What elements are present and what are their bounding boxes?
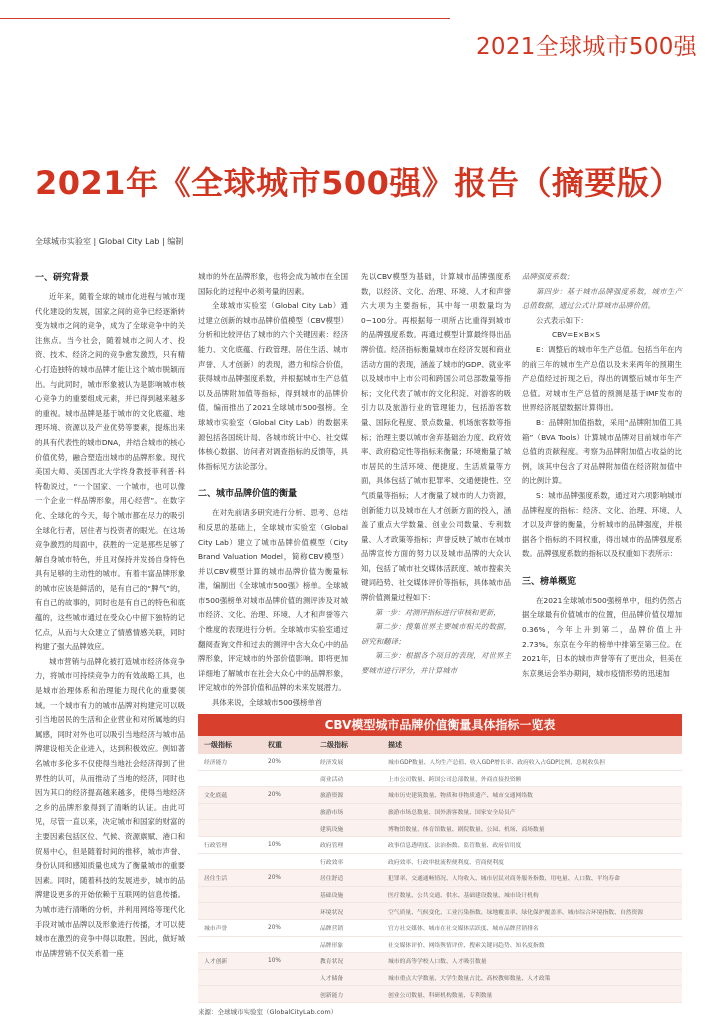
description-cell: 上市公司数量、跨国公司总部数量、外商直接投资额 bbox=[382, 770, 682, 787]
level2-cell: 创新能力 bbox=[314, 986, 382, 1003]
paragraph: 公式表示如下： bbox=[536, 315, 588, 325]
level1-cell: 行政管理 bbox=[198, 836, 262, 853]
level2-cell: 教育状况 bbox=[314, 953, 382, 970]
level2-cell: 基础设施 bbox=[314, 886, 382, 903]
table-header-cell: 一级指标 bbox=[198, 736, 262, 754]
paragraph: 近年来，随着全球的城市化进程与城市现代化建设的发展，国家之间的竞争已经逐渐转变为城市之间的竞争，成为了全球竞争中的关注焦点。当今社会，随着城市之间人才、投资、技术、经济之间的竞争愈发激烈，只有精心打造独特的城市品牌才能让这个城市脱颖而出。与此同时，城市形象被认为是影响城市核心竞争力的重要组成元素，并已得到越来越多的重视。城市品牌是基于城市的文化底蕴、地理环境、资源以及产业优势等要素，提炼出来的具有代表性的城市DNA，并结合城市的核心价值优势，融合塑造出城市的品牌形象。现代美国大师、美国西北大学终身教授菲利普·科特勒说过，“一个国家、一个城市，也可以像一个企业一样品牌形象，用心经营”。在数字化、全球化的今天，每个城市都在尽力的吸引全球化行者，居住者与投资者的眼光。在这场竞争激烈的局面中，获胜的一定是那些足够了解自身城市特色，并且对保持并发扬自身特色具有足够的主动性的城市。有着丰富品牌形象的城市应该是鲜活的，是有自己的“脾气”的，有自己的故事的，同时也是有自己的特色和底蕴的，这些城市通过在受众心中留下独特的记忆点，从而与大众建立了情感情感关联，同时构建了强大品牌效应。 bbox=[35, 292, 185, 652]
level2-cell: 经济发展 bbox=[314, 754, 382, 770]
level2-cell: 建筑设施 bbox=[314, 820, 382, 837]
table-row bbox=[198, 870, 682, 887]
paragraph: 城市营销与品牌化被打造城市经济体竞争力，将城市可持续竞争力的有效战略工具，也是城市治理体系和治理能力现代化的重要领域。一个城市有力的城市品牌对构建完可以吸引当地居民的生活和企业营业和对所属地的归属感，同时对外也可以吸引当地经济与城市品牌建设相关企业进入，达到积极效应。例如著名城市多伦多不仅使得当地社会经济得到了世界性的认可，从而推动了当地的经济，同时也因为其口的经济提高越来越多，使得当地经济之乡的品牌形象得到了清晰的认证。由此可见，尽管一直以来，决定城市和国家的财富的主要因素包括区位、气候、资源禀赋、港口和贸易中心，但是随着时间的推移，城市声誉、身份认同和感知质量也成为了衡量城市的重要因素。同时，随着科技的发展进步，城市的品牌建设更多的开始依赖于互联网的信息传播。为城市进行清晰的分析，并利用网络等现代化手段对城市品牌以及形象进行传播，才可以使城市在激烈的竞争中得以取胜。因此，做好城市品牌营销不仅关系着一座 bbox=[35, 656, 185, 958]
table-row bbox=[198, 886, 682, 903]
table-row bbox=[198, 770, 682, 787]
description-cell: 城市GDP数量、人均生产总值、收入GDP增长率、政府收入占GDP比例、总税收负担 bbox=[382, 754, 682, 770]
weight-cell bbox=[262, 986, 314, 1003]
level1-cell bbox=[198, 969, 262, 986]
table-header-cell: 二级指标 bbox=[314, 736, 382, 754]
table-row bbox=[198, 820, 682, 837]
paragraph: 全球城市实验室（Global City Lab）通过建立创新的城市品牌价值模型（CBV模型）分析和比较评估了城市的六个关键因素：经济能力、文化底蕴、行政管理、居住生活、城市声誉、人才创新）的表现，潜力和综合价值，获得城市品牌强度系数，并根据城市生产总值以及品牌附加值等指标，得到城市的品牌价值，编而推出了2021全球城市500强榜。全球城市实验室（Global City Lab）的数据来源包括各国统计局、各城市统计中心、社交媒体核心数据、访问者对调查指标的反馈等，具体指标见方法论部分。 bbox=[198, 301, 348, 471]
level2-cell: 旅游资源 bbox=[314, 787, 382, 804]
description-cell: 城市重点大学数量、大学生数量占比、高校教师数量、人才政策 bbox=[382, 969, 682, 986]
paragraph: 第二步：搜集世界主要城市相关的数据，研究和翻译； bbox=[361, 622, 511, 646]
table-row bbox=[198, 953, 682, 970]
paragraph: E：调整后的城市年生产总值。包括当年在内的前三年的城市生产总值以及未来两年的预期生产总值经过折现之后，得出的调整后城市年生产总值。对城市生产总值的预测是基于IMF发布的世界经济展望数据计算得出。 bbox=[522, 344, 682, 413]
level2-cell: 旅游市场 bbox=[314, 803, 382, 820]
description-cell: 城市历史建筑数量、物质和非物质遗产、城市交通网络数 bbox=[382, 787, 682, 804]
level1-cell bbox=[198, 853, 262, 870]
level2-cell: 居住舒适 bbox=[314, 870, 382, 887]
paragraph: B：品牌附加值指数，采用“品牌附加值工具箱”（BVA Tools）计算城市品牌对目前城市年产总值的贡献程度。考察为品牌附加值占收益的比例，该其中包含了对品牌附加值在经济附加值中的比例计算。 bbox=[522, 417, 682, 486]
level1-cell bbox=[198, 886, 262, 903]
description-cell: 博物馆数量、体育馆数量、剧院数量、公园、机场、商场数量 bbox=[382, 820, 682, 837]
text-column-4 bbox=[522, 270, 682, 678]
level2-cell: 人才储备 bbox=[314, 969, 382, 986]
paragraph: 在对先前诸多研究进行分析、思考、总结和反思的基础上，全球城市实验室（Global City Lab）建立了城市品牌价值模型（City Brand Valuation Model，简称CBV模型）并以CBV模型计算的城市品牌价值为衡量标准，编制出《全球城市500强》榜单。全球城市500强榜单对城市品牌价值的测评涉及对城市经济、文化、治理、环境、人才和声誉等六个维度的表现进行分析。全球城市实验室通过翻阅查询文件和过去的测评中含大众心中的品牌形象，评定城市的外部价值影响。即将更加详细地了解城市在社会大众心中的品牌形象，评定城市的外部价值和品牌的未来发展潜力。 bbox=[198, 508, 348, 693]
level2-cell: 行政效率 bbox=[314, 853, 382, 870]
description-cell: 医疗数量、公共交通、供水、基础建设数量、城市设计机构 bbox=[382, 886, 682, 903]
table-row bbox=[198, 836, 682, 853]
paragraph: 第一步：对测评指标进行审核和更新， bbox=[375, 607, 501, 617]
table-header-cell: 权重 bbox=[262, 736, 314, 754]
running-title: 2021全球城市500强 bbox=[475, 34, 697, 60]
paragraph: 品牌强度系数； bbox=[522, 272, 574, 281]
weight-cell bbox=[262, 770, 314, 787]
table-row bbox=[198, 903, 682, 920]
level1-cell: 居住生活 bbox=[198, 870, 262, 887]
section-heading: 三、榜单概览 bbox=[522, 576, 577, 587]
table-body bbox=[198, 754, 682, 1002]
paragraph: 在2021全球城市500强榜单中，纽约仍然占据全球最有价值城市的位置，但品牌价值仅增加0.36%，今年上升到第二，品牌价值上升2.73%。东京在今年的榜单中排第至第三位。在2021年，日本的城市声誉等有了更出众，但美在东京奥运会举办期间，城市疫情形势的迅速加 bbox=[522, 595, 682, 678]
level1-cell bbox=[198, 903, 262, 920]
level2-cell: 品牌营销 bbox=[314, 919, 382, 936]
weight-cell bbox=[262, 820, 314, 837]
weight-cell bbox=[262, 886, 314, 903]
description-cell: 政府效率、行政审批流程便利度、营商便利度 bbox=[382, 853, 682, 870]
description-cell: 空气质量、气候变化、工业污染指数、绿地覆盖率、绿化保护覆盖率、城市综合环境指数、自然资源 bbox=[382, 903, 682, 920]
table-title: CBV模型城市品牌价值衡量具体指标一览表 bbox=[198, 714, 682, 736]
level2-cell: 商业活动 bbox=[314, 770, 382, 787]
level1-cell bbox=[198, 770, 262, 787]
table-row bbox=[198, 986, 682, 1003]
text-column-3 bbox=[361, 270, 511, 678]
weight-cell: 20% bbox=[262, 754, 314, 770]
page-title: 2021年《全球城市500强》报告（摘要版） bbox=[35, 164, 682, 202]
table-header-cell: 描述 bbox=[382, 736, 682, 754]
weight-cell: 10% bbox=[262, 953, 314, 970]
text-column-2 bbox=[198, 270, 348, 708]
weight-cell bbox=[262, 803, 314, 820]
paragraph: S：城市品牌强度系数，通过对六项影响城市品牌程度的指标：经济、文化、治理、环境、人才以及声誉的衡量，分析城市的品牌强度，并根据各个指标的不同权重，得出城市的品牌强度系数。品牌强度系数的指标以及权重如下表所示： bbox=[522, 490, 682, 559]
level1-cell: 文化底蕴 bbox=[198, 787, 262, 804]
weight-cell bbox=[262, 903, 314, 920]
level2-cell: 政府管理 bbox=[314, 836, 382, 853]
header-rule bbox=[0, 18, 450, 57]
weight-cell: 20% bbox=[262, 919, 314, 936]
description-cell: 政事信息透明度、法治指数、监管数量、政府信用度 bbox=[382, 836, 682, 853]
level1-cell bbox=[198, 936, 262, 953]
level1-cell bbox=[198, 986, 262, 1003]
cbv-indicator-table-panel bbox=[198, 714, 682, 1016]
weight-cell: 10% bbox=[262, 836, 314, 853]
cbv-indicator-table bbox=[198, 736, 682, 1003]
table-row bbox=[198, 919, 682, 936]
table-row bbox=[198, 969, 682, 986]
description-cell: 旅游市场总数量、国外游客数量、国家安全局员产 bbox=[382, 803, 682, 820]
description-cell: 城市的高等学校人口数、人才吸引数量 bbox=[382, 953, 682, 970]
paragraph: 城市的外在品牌形象，也将会成为城市在全国国际化的过程中必须考量的因素。 bbox=[198, 272, 348, 296]
table-header-row bbox=[198, 736, 682, 754]
table-row bbox=[198, 787, 682, 804]
table-row bbox=[198, 853, 682, 870]
level1-cell: 城市声誉 bbox=[198, 919, 262, 936]
description-cell: 官方社交媒体、城市在社交媒体活跃度、城市品牌营销排名 bbox=[382, 919, 682, 936]
level2-cell: 环境状况 bbox=[314, 903, 382, 920]
paragraph: 第四步：基于城市品牌强度系数，城市生产总值数据，通过公式计算城市品牌价值。 bbox=[522, 286, 682, 311]
table-source: 来源：全球城市实验室（GlobalCityLab.com） bbox=[198, 1007, 338, 1016]
paragraph: 具体来说，全球城市500强榜单首 bbox=[212, 698, 323, 708]
paragraph: 先以CBV模型为基础，计算城市品牌强度系数，以经济、文化、治理、环境、人才和声誉六大项为主要指标，其中每一项数量均为0~100分。再根据每一项所占比重得到城市的品牌强度系数。再通过模型计算最终得出品牌价值。经济指标衡量城市在经济发展和商业活动方面的表现，涵盖了城市的GDP、就业率以及城市中上市公司和跨国公司总部数量等指标；文化代表了城市的文化积淀、对游客的吸引力以及旅游行业的管理能力，包括游客数量、国际化程度、景点数量、机场旅客数等指标；治理主要以城市舍弃基础治力度、政府效率、政府稳定性等指标来衡量；环境衡量了城市居民的生活环境、便捷度、生活质量等方面，具体包括了城市犯罪率、交通便捷性、空气质量等指标；人才衡量了城市的人力资源，创新能力以及城市在人才创新方面的投入，涵盖了重点大学数量、创业公司数量、专利数量、人才政策等指标；声誉反映了城市在城市品牌宣传方面的努力以及城市品牌的大众认知，包括了城市社交媒体活跃度、城市搜索关键词趋势、社交媒体评价等指标，具体城市品牌价值测量过程如下： bbox=[361, 272, 511, 603]
level1-cell: 人才创新 bbox=[198, 953, 262, 970]
weight-cell bbox=[262, 853, 314, 870]
weight-cell: 20% bbox=[262, 787, 314, 804]
level2-cell: 品牌形象 bbox=[314, 936, 382, 953]
text-column-1 bbox=[35, 270, 185, 1010]
table-row bbox=[198, 936, 682, 953]
section-heading: 二、城市品牌价值的衡量 bbox=[198, 489, 298, 500]
weight-cell bbox=[262, 936, 314, 953]
description-cell: 创业公司数量、科研机构数量、专利数量 bbox=[382, 986, 682, 1003]
section-heading: 一、研究背景 bbox=[35, 273, 90, 283]
byline: 全球城市实验室 | Global City Lab | 编制 bbox=[35, 237, 184, 246]
level1-cell bbox=[198, 820, 262, 837]
table-row bbox=[198, 754, 682, 770]
table-row bbox=[198, 803, 682, 820]
level1-cell: 经济能力 bbox=[198, 754, 262, 770]
description-cell: 犯罪率、交通通畅情况、人均收入、城市居民对商务服务指数、用电量、人口数、平均寿命 bbox=[382, 870, 682, 887]
formula-text: CBV=E×B×S bbox=[552, 330, 601, 340]
weight-cell bbox=[262, 969, 314, 986]
weight-cell: 20% bbox=[262, 870, 314, 887]
level1-cell bbox=[198, 803, 262, 820]
description-cell: 社交媒体评价、网络舆情评价、搜索关键词趋势、知名度指数 bbox=[382, 936, 682, 953]
paragraph: 第三步：根据各个项目的表现，对世界主要城市进行评分，并计算城市 bbox=[361, 651, 511, 676]
